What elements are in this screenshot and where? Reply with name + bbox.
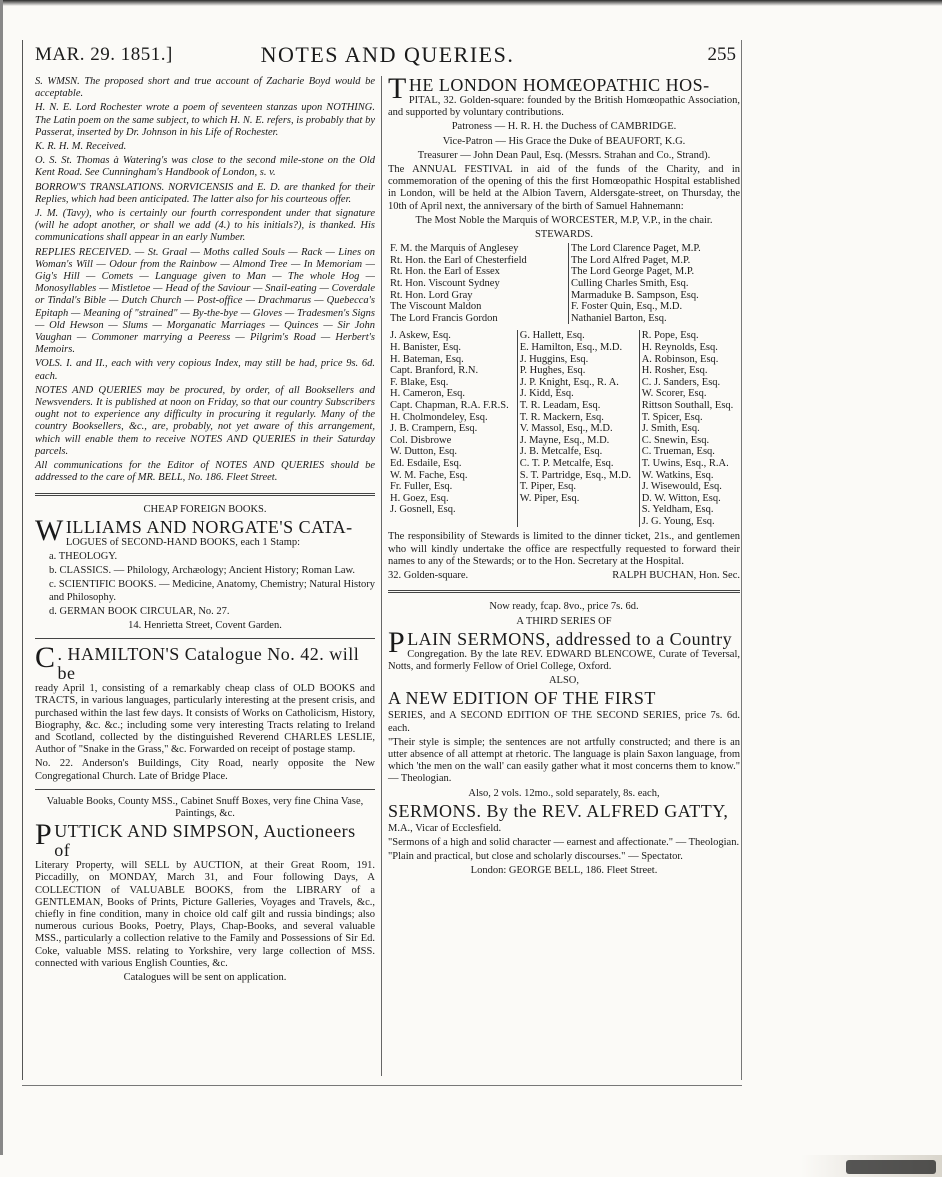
steward-name: Capt. Branford, R.N. <box>390 365 479 377</box>
review-quote-2: "Sermons of a high and solid character — earnest and affectionate." — Theologian. <box>388 836 740 848</box>
note-jm: J. M. (Tavy), who is certainly our fourth correspondent under that signature (will he adopt another, or shall we add (4.) to his initials?), is thanked. His communications shall appear in an early Number. <box>35 208 375 244</box>
steward-name: Col. Disbrowe <box>390 434 452 446</box>
ad-title: THE LONDON HOMŒOPATHIC HOS- <box>388 72 710 105</box>
header-date: MAR. 29. 1851.] <box>35 44 173 65</box>
steward-name: J. Mayne, Esq., M.D. <box>519 434 610 446</box>
column-divider <box>381 76 382 1076</box>
steward-name: J. Kidd, Esq. <box>519 388 574 400</box>
note-hne: H. N. E. Lord Rochester wrote a poem of seventeen stanzas upon NOTHING. The Latin poem on the same subject, to which H. N. E. refers, is probably that by Passerat, inserted by Dr. Johnson in his Life of Rochester. <box>35 102 375 138</box>
correspondents-notes <box>35 76 375 485</box>
steward-name: The Lord Francis Gordon <box>390 312 498 324</box>
note-replies: REPLIES RECEIVED. — St. Graal — Moths called Souls — Rack — Lines on Woman's Will — Odour from the Rainbow — Almond Tree — In Memoriam — Gig's Hill — Comets — Language given to Man — The whole Hog — Monosyllables — Mistletoe — Head of the Saviour — Snail-eating — Coverdale or Tindal's Bible — Dutch Church — Post-office — Drachmarus — Quebecca's Epitaph — Meaning of "strained" — By-the-bye — Gloves — Tradesmen's Signs — Old Hewson — Slums — Morganatic Marriages — Quinces — Sir John Vaughan — Commoner marrying a Peeress — Pilgrim's Road — Herbert's Memoirs. <box>35 246 375 356</box>
vice-patron: Vice-Patron — His Grace the Duke of BEAUFORT, K.G. <box>442 135 686 147</box>
steward-name: S. Yeldham, Esq. <box>641 504 714 516</box>
ad-body: PITAL, 32. Golden-square: founded by the British Homœopathic Association, and supported by voluntary contributions. <box>388 95 740 119</box>
steward-name: J. Smith, Esq. <box>641 423 700 435</box>
ad-title: PUTTICK AND SIMPSON, Auctioneers of <box>35 818 356 861</box>
steward-name: T. Uwins, Esq., R.A. <box>641 457 729 469</box>
ad-title: PLAIN SERMONS, addressed to a Country <box>388 625 733 659</box>
steward-name: J. Gosnell, Esq. <box>390 504 456 516</box>
steward-name: The Lord Alfred Paget, M.P. <box>570 254 691 266</box>
ad-subtitle: LOGUES of SECOND-HAND BOOKS, each 1 Stamp: <box>65 536 301 548</box>
steward-name: Marmaduke B. Sampson, Esq. <box>570 289 699 301</box>
steward-name: The Lord George Paget, M.P. <box>570 266 695 278</box>
steward-name: S. T. Partridge, Esq., M.D. <box>519 469 632 481</box>
new-edition-sub: SERIES, and A SECOND EDITION OF THE SECOND SERIES, price 7s. 6d. each. <box>388 710 740 734</box>
steward-name: Rittson Southall, Esq. <box>641 399 734 411</box>
steward-name: W. Dutton, Esq. <box>390 446 457 458</box>
publisher: London: GEORGE BELL, 186. Fleet Street. <box>470 865 658 877</box>
drop-cap: T <box>388 72 407 105</box>
steward-name: H. Cholmondeley, Esq. <box>390 411 488 423</box>
new-edition-title: A NEW EDITION OF THE FIRST <box>388 688 656 709</box>
stewards-column-3 <box>639 330 740 527</box>
steward-name: W. Scorer, Esq. <box>641 388 707 400</box>
steward-name: T. R. Leadam, Esq. <box>519 399 601 411</box>
steward-name: T. Spicer, Esq. <box>641 411 703 423</box>
steward-name: H. Cameron, Esq. <box>390 388 465 400</box>
steward-name: H. Banister, Esq. <box>390 341 462 353</box>
drop-cap: C <box>35 641 56 675</box>
steward-name: Capt. Chapman, R.A. F.R.S. <box>390 399 509 411</box>
steward-name: J. B. Crampern, Esq. <box>390 423 478 435</box>
stewards-heading: STEWARDS. <box>534 229 594 241</box>
chair: The Most Noble the Marquis of WORCESTER, M.P, V.P., in the chair. <box>415 214 713 226</box>
steward-name: G. Hallett, Esq. <box>519 330 585 342</box>
ad-series: A THIRD SERIES OF <box>516 615 612 627</box>
gatty-sub: M.A., Vicar of Ecclesfield. <box>388 822 502 834</box>
note-os: O. S. St. Thomas à Watering's was close to the second mile-stone on the Old Kent Road. See Cunningham's Handbook of London, s. v. <box>35 155 375 179</box>
hamilton-ad <box>35 641 375 783</box>
frame-rule-right <box>741 40 742 1080</box>
steward-name: Rt. Hon. the Earl of Essex <box>390 266 500 278</box>
steward-name: Ed. Esdaile, Esq. <box>390 457 462 469</box>
note-vols: VOLS. I. and II., each with very copious Index, may still be had, price 9s. 6d. each. <box>35 358 375 382</box>
ad-item: d. GERMAN BOOK CIRCULAR, No. 27. <box>49 605 230 617</box>
steward-name: W. Piper, Esq. <box>519 492 580 504</box>
ad-title: WILLIAMS AND NORGATE'S CATA- <box>35 513 353 547</box>
steward-name: E. Hamilton, Esq., M.D. <box>519 341 623 353</box>
steward-name: H. Reynolds, Esq. <box>641 341 718 353</box>
steward-name: The Lord Clarence Paget, M.P. <box>570 243 701 255</box>
steward-name: T. Piper, Esq. <box>519 481 577 493</box>
note-wmsn: S. WMSN. The proposed short and true account of Zacharie Boyd would be acceptable. <box>35 76 375 100</box>
ad-kicker: CHEAP FOREIGN BOOKS. <box>143 503 267 515</box>
williams-norgate-ad <box>35 504 375 633</box>
review-quote-3: "Plain and practical, but close and scholarly discourses." — Spectator. <box>388 851 683 863</box>
drop-cap: P <box>35 818 53 852</box>
steward-name: H. Goez, Esq. <box>390 492 449 504</box>
frame-rule-left <box>22 40 23 1080</box>
ad-body: ready April 1, consisting of a remarkably cheap class of OLD BOOKS and TRACTS, in various languages, particularly interesting at the present crisis, and purchased within the last few days. It consists of Works on Catholicism, History, Biography, &c. &c.; including some very interesting Tracts relating to Ireland and Scotland, collected by the distinguished Reverend CHARLES LESLIE, Author of "Snake in the Grass," &c. Forwarded on receipt of postage stamp. <box>35 683 375 756</box>
patroness: Patroness — H. R. H. the Duchess of CAMBRIDGE. <box>451 121 677 133</box>
ad-body: Literary Property, will SELL by AUCTION, at their Great Room, 191. Piccadilly, on MONDAY, March 31, and Four following Days, A COLLECTION of VALUABLE BOOKS, from the LIBRARY of a GENTLEMAN, Books of Prints, Picture Galleries, Voyages and Travels, &c., chiefly in fine condition, many in choice old calf gilt and russia bindings; also numerous curious Books, Poetry, Plays, Chap-Books, and several valuable MSS., particularly a collection relative to the Family and Possessions of Sir Ed. Coke, valuable MSS. relating to Yorkshire, very large collection of MSS. connected with various English Counties, &c. <box>35 860 375 969</box>
note-procured: NOTES AND QUERIES may be procured, by order, of all Booksellers and Newsvenders. It is published at noon on Friday, so that our country Subscribers ought not to experience any difficulty in procuring it regularly. Many of the country Booksellers, &c., are, probably, not yet aware of this arrangement, which will enable them to receive NOTES AND QUERIES in their Saturday parcels. <box>35 384 375 457</box>
signature-address: 32. Golden-square. <box>388 570 469 582</box>
steward-name: J. Askew, Esq. <box>390 330 451 342</box>
note-krhm: K. R. H. M. Received. <box>35 141 127 153</box>
ad-ready: Now ready, fcap. 8vo., price 7s. 6d. <box>489 601 639 613</box>
ad-also-2: Also, 2 vols. 12mo., sold separately, 8s. each, <box>468 787 660 799</box>
steward-name: C. Trueman, Esq. <box>641 446 715 458</box>
steward-name: F. M. the Marquis of Anglesey <box>390 243 519 255</box>
drop-cap: W <box>35 513 64 547</box>
steward-name: Nathaniel Barton, Esq. <box>570 312 667 324</box>
steward-name: C. Snewin, Esq. <box>641 434 710 446</box>
ad-item: a. THEOLOGY. <box>49 550 118 562</box>
stewards-column-1 <box>388 330 517 527</box>
puttick-simpson-ad <box>35 796 375 984</box>
ad-intro: Valuable Books, County MSS., Cabinet Snuff Boxes, very fine China Vase, Paintings, &c. <box>46 795 364 819</box>
festival-notice: The ANNUAL FESTIVAL in aid of the funds of the Charity, and in commemoration of the opening of this the first Homœopathic Hospital established in London, will be held at the Albion Tavern, Aldersgate-street, on Thursday, the 10th of April next, the anniversary of the birth of Samuel Hahnemann: <box>388 164 740 212</box>
stewards-column-2 <box>517 330 639 527</box>
gatty-title: SERMONS. By the REV. ALFRED GATTY, <box>388 800 729 821</box>
steward-name: F. Blake, Esq. <box>390 376 449 388</box>
steward-name: Fr. Fuller, Esq. <box>390 481 453 493</box>
homoeopathic-hospital-ad <box>388 72 740 582</box>
signature-line <box>388 570 740 582</box>
ad-address: No. 22. Anderson's Buildings, City Road, nearly opposite the New Congregational Church. Late of Bridge Place. <box>35 758 375 782</box>
scan-margin <box>0 1155 942 1177</box>
ad-address: 14. Henrietta Street, Covent Garden. <box>128 619 282 631</box>
ad-item: c. SCIENTIFIC BOOKS. — Medicine, Anatomy, Chemistry; Natural History and Philosophy. <box>49 579 375 603</box>
page-number: 255 <box>707 44 736 65</box>
stewards-table <box>388 330 740 527</box>
steward-name: W. M. Fache, Esq. <box>390 469 468 481</box>
plain-sermons-ad <box>388 601 740 877</box>
frame-rule-bottom <box>22 1085 742 1086</box>
steward-name: J. B. Metcalfe, Esq. <box>519 446 603 458</box>
note-communications: All communications for the Editor of NOTES AND QUERIES should be addressed to the care of MR. BELL, No. 186. Fleet Street. <box>35 460 375 484</box>
steward-name: D. W. Witton, Esq. <box>641 492 721 504</box>
page-header <box>35 40 740 70</box>
stewards-list-left <box>388 243 568 324</box>
ad-footer: Catalogues will be sent on application. <box>123 971 287 983</box>
treasurer: Treasurer — John Dean Paul, Esq. (Messrs. Strahan and Co., Strand). <box>417 149 711 161</box>
steward-name: J. Huggins, Esq. <box>519 353 589 365</box>
ad-body: Congregation. By the late REV. EDWARD BLENCOWE, Curate of Teversal, Notts, and formerly Fellow of Oriel College, Oxford. <box>388 648 740 672</box>
ad-also: ALSO, <box>548 675 580 687</box>
steward-name: J. P. Knight, Esq., R. A. <box>519 376 619 388</box>
section-divider <box>35 638 375 639</box>
steward-name: A. Robinson, Esq. <box>641 353 719 365</box>
steward-name: R. Pope, Esq. <box>641 330 699 342</box>
steward-name: H. Rosher, Esq. <box>641 365 708 377</box>
steward-name: The Viscount Maldon <box>390 301 482 313</box>
ink-smudge <box>846 1160 936 1174</box>
section-divider <box>388 590 740 593</box>
steward-name: V. Massol, Esq., M.D. <box>519 423 613 435</box>
steward-name: J. G. Young, Esq. <box>641 515 715 527</box>
stewards-list-right <box>568 243 740 324</box>
drop-cap: P <box>388 625 406 659</box>
steward-name: W. Watkins, Esq. <box>641 469 714 481</box>
left-column <box>35 76 375 986</box>
review-quote: "Their style is simple; the sentences are not artfully constructed; and there is an utter absence of all attempt at rhetoric. The language is plain Saxon language, from which 'the men on the wall' can easily gather what it most concerns them to know." — Theologian. <box>388 736 740 785</box>
steward-name: J. Wisewould, Esq. <box>641 481 722 493</box>
steward-name: Rt. Hon. Viscount Sydney <box>390 278 500 290</box>
page-edge-left <box>0 0 3 1177</box>
steward-name: T. R. Mackern, Esq. <box>519 411 604 423</box>
right-column <box>388 72 740 880</box>
steward-name: C. J. Sanders, Esq. <box>641 376 721 388</box>
page-edge <box>0 0 942 6</box>
steward-name: Culling Charles Smith, Esq. <box>570 278 689 290</box>
steward-name: Rt. Hon. Lord Gray <box>390 289 473 301</box>
section-divider <box>35 789 375 790</box>
steward-name: H. Bateman, Esq. <box>390 353 464 365</box>
stewards-table-nobles <box>388 243 740 324</box>
ad-item: b. CLASSICS. — Philology, Archæology; Ancient History; Roman Law. <box>49 565 356 577</box>
signature-name: RALPH BUCHAN, Hon. Sec. <box>612 570 740 582</box>
steward-name: C. T. P. Metcalfe, Esq. <box>519 457 614 469</box>
note-borrow: BORROW'S TRANSLATIONS. NORVICENSIS and E. D. are thanked for their Replies, which had been anticipated. The latter also for his courteous offer. <box>35 181 375 205</box>
steward-name: Rt. Hon. the Earl of Chesterfield <box>390 254 527 266</box>
steward-name: F. Foster Quin, Esq., M.D. <box>570 301 683 313</box>
header-title: NOTES AND QUERIES. <box>260 42 515 67</box>
responsibility-note: The responsibility of Stewards is limited to the dinner ticket, 21s., and gentlemen who will kindly undertake the office are respectfully requested to forward their names to any of the Stewards; or to the Hon. Secretary at the Hospital. <box>388 531 740 567</box>
steward-name: P. Hughes, Esq. <box>519 365 586 377</box>
ad-title: C . HAMILTON'S Catalogue No. 42. will be <box>35 641 360 684</box>
section-divider <box>35 493 375 496</box>
